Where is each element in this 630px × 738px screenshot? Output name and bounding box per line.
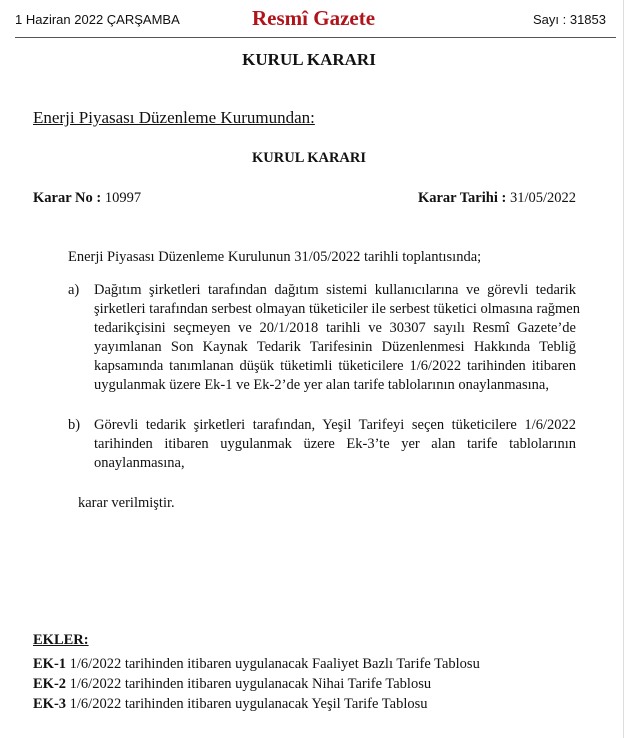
item-line: tarihinden itibaren uygulanmak üzere Ek-3’te yer alan tarife tablolarının: [94, 436, 576, 452]
annex-text: 1/6/2022 tarihinden itibaren uygulanacak Yeşil Tarife Tablosu: [69, 696, 428, 712]
decision-date-value: 31/05/2022: [509, 190, 576, 206]
item-line: Görevli tedarik şirketleri tarafından, Yeşil Tarifeyi seçen tüketicilere 1/6/2022: [94, 417, 576, 433]
annex-code: EK-1: [33, 656, 67, 672]
item-line: kapsamında tanımlanan düşük tüketimli tüketicilere 1/6/2022 tarihinden itibaren: [94, 358, 576, 374]
institution-heading: Enerji Piyasası Düzenleme Kurumundan:: [33, 108, 315, 127]
decision-date-label: Karar Tarihi :: [417, 190, 507, 206]
intro-text: Enerji Piyasası Düzenleme Kurulunun 31/05/2022 tarihli toplantısında;: [68, 249, 482, 265]
item-line: Dağıtım şirketleri tarafından dağıtım sistemi kullanıcılarına ve görevli tedarik: [94, 282, 576, 298]
annex-text: 1/6/2022 tarihinden itibaren uygulanacak Faaliyet Bazlı Tarife Tablosu: [69, 656, 480, 672]
item-line: uygulanmak üzere Ek-1 ve Ek-2’de yer alan tarife tablolarının onaylanmasına,: [94, 377, 549, 393]
annex-code: EK-3: [33, 696, 67, 712]
annex-code: EK-2: [33, 676, 67, 692]
masthead-title: Resmî Gazete: [252, 6, 376, 30]
item-line: yayımlanan Son Kaynak Tedarik Tarifesinin Düzenlenmesi Hakkında Tebliğ: [94, 339, 576, 355]
annex-item[interactable]: [33, 656, 480, 673]
closing-text: karar verilmiştir.: [78, 495, 175, 511]
annexes-title: EKLER:: [33, 632, 89, 648]
item-line: tedarikçisini seçmeyen ve 20/1/2018 tarihli ve 30307 sayılı Resmî Gazete’de: [94, 320, 576, 336]
item-label: b): [68, 417, 81, 433]
doc-title: KURUL KARARI: [252, 150, 366, 166]
issue-date: 1 Haziran 2022 ÇARŞAMBA: [15, 12, 180, 27]
annex-text: 1/6/2022 tarihinden itibaren uygulanacak Nihai Tarife Tablosu: [69, 676, 432, 692]
section-title: KURUL KARARI: [242, 50, 376, 69]
page-edge: [623, 0, 624, 738]
item-label: a): [68, 282, 80, 298]
decision-number: [33, 190, 141, 207]
annex-item[interactable]: [33, 676, 431, 693]
decision-date: [418, 190, 576, 207]
decision-no-label: Karar No :: [33, 190, 102, 206]
decision-no-value: 10997: [104, 190, 142, 206]
item-line: şirketleri tarafından serbest olmayan tüketiciler ile serbest tüketici olmasına rağmen: [94, 301, 580, 317]
issue-number: Sayı : 31853: [533, 12, 606, 27]
item-line: onaylanmasına,: [94, 455, 185, 471]
annex-item[interactable]: [33, 696, 428, 713]
header-divider: [15, 37, 616, 38]
